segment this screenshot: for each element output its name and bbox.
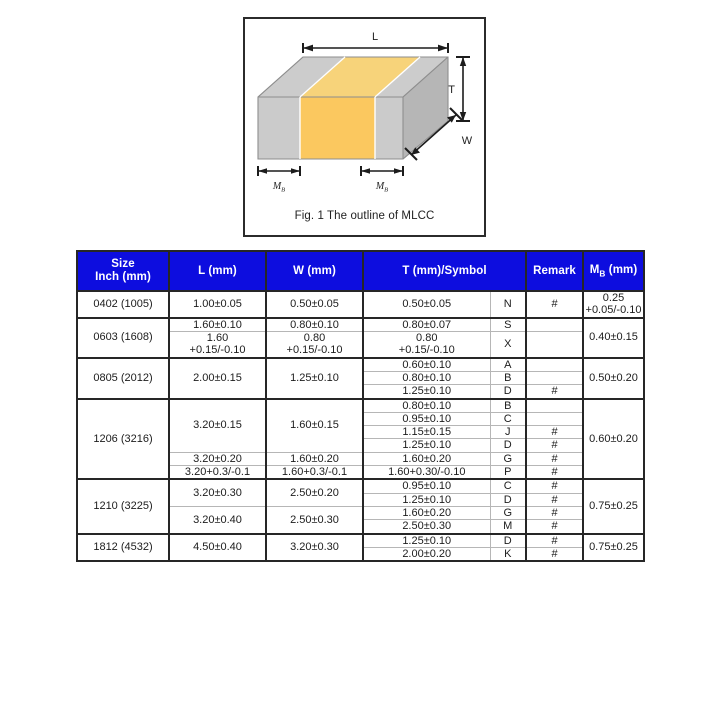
cell-thickness: 0.95±0.10 [363, 479, 490, 493]
cell-length: 4.50±0.40 [169, 534, 266, 562]
col-header-band [583, 251, 644, 291]
col-header-size-line2: Inch (mm) [95, 271, 151, 283]
cell-remark: # [526, 479, 583, 493]
cell-thickness: 1.25±0.10 [363, 385, 490, 399]
cell-thickness [363, 331, 490, 357]
cell-thickness: 1.25±0.10 [363, 493, 490, 506]
table-row [77, 399, 644, 413]
length-label: L [371, 31, 379, 43]
cell-width: 1.60+0.3/-0.1 [266, 466, 363, 480]
cell-thickness: 2.00±0.20 [363, 547, 490, 561]
cell-remark [526, 358, 583, 372]
front-face-right-termination [375, 97, 403, 159]
cell-symbol: G [490, 507, 526, 520]
cell-remark: # [526, 493, 583, 506]
front-face-left-termination [258, 97, 300, 159]
cell-thickness: 1.25±0.10 [363, 439, 490, 452]
cell-width: 1.60±0.20 [266, 452, 363, 465]
col-header-width: W (mm) [266, 251, 363, 291]
cell-thickness: 0.80±0.10 [363, 371, 490, 384]
cell-symbol: A [490, 358, 526, 372]
cell-symbol: C [490, 412, 526, 425]
cell-width: 2.50±0.30 [266, 507, 363, 534]
cell-symbol: D [490, 493, 526, 506]
cell-size: 1206 (3216) [77, 399, 169, 480]
cell-symbol: D [490, 385, 526, 399]
cell-symbol: X [490, 331, 526, 357]
cell-size: 1210 (3225) [77, 479, 169, 533]
col-header-band-sub: B [599, 269, 606, 279]
cell-thickness-line1: 0.80 [416, 331, 438, 344]
cell-remark: # [526, 439, 583, 452]
cell-length: 2.00±0.15 [169, 358, 266, 399]
cell-symbol: D [490, 439, 526, 452]
mlcc-outline-diagram [245, 19, 484, 204]
cell-width-line2: +0.15/-0.10 [286, 344, 343, 357]
cell-symbol: K [490, 547, 526, 561]
cell-thickness: 0.80±0.10 [363, 399, 490, 413]
cell-size: 0402 (1005) [77, 291, 169, 318]
table-row [77, 318, 644, 332]
cell-band: 0.75±0.25 [583, 479, 644, 533]
cell-remark: # [526, 291, 583, 318]
cell-band-line1: 0.25 [602, 292, 625, 304]
col-header-size-line1: Size [111, 258, 135, 271]
band-left-label: $M_B$ [272, 181, 286, 194]
cell-thickness: 0.50±0.05 [363, 291, 490, 318]
front-face-dielectric [300, 97, 375, 159]
cell-length: 3.20±0.30 [169, 479, 266, 506]
cell-band-line2: +0.05/-0.10 [585, 304, 642, 317]
cell-band: 0.50±0.20 [583, 358, 644, 399]
cell-symbol: N [490, 291, 526, 318]
cell-length [169, 331, 266, 357]
cell-thickness: 1.15±0.15 [363, 426, 490, 439]
mlcc-figure-panel [243, 17, 486, 237]
cell-thickness: 1.25±0.10 [363, 534, 490, 548]
col-header-size [77, 251, 169, 291]
cell-remark: # [526, 426, 583, 439]
cell-symbol: S [490, 318, 526, 332]
cell-length-line1: 1.60 [206, 331, 229, 344]
band-left-dimension-arrow [258, 166, 300, 176]
cell-width-line1: 0.80 [303, 331, 326, 344]
cell-thickness: 0.80±0.07 [363, 318, 490, 332]
cell-width: 3.20±0.30 [266, 534, 363, 562]
cell-symbol: B [490, 371, 526, 384]
cell-width: 1.25±0.10 [266, 358, 363, 399]
col-header-band-unit: (mm) [605, 263, 638, 276]
cell-thickness-line2: +0.15/-0.10 [398, 344, 455, 357]
table-row [77, 291, 644, 318]
table-row [77, 479, 644, 493]
col-header-remark: Remark [526, 251, 583, 291]
thickness-label: T [448, 84, 455, 96]
cell-length: 3.20±0.15 [169, 399, 266, 453]
table-header [77, 251, 644, 291]
table-row [77, 358, 644, 372]
cell-remark [526, 318, 583, 332]
cell-length: 1.00±0.05 [169, 291, 266, 318]
cell-length: 3.20+0.3/-0.1 [169, 466, 266, 480]
cell-remark: # [526, 385, 583, 399]
cell-length-line2: +0.15/-0.10 [189, 344, 246, 357]
cell-remark: # [526, 507, 583, 520]
cell-symbol: C [490, 479, 526, 493]
cell-symbol: M [490, 520, 526, 534]
cell-remark [526, 371, 583, 384]
cell-symbol: B [490, 399, 526, 413]
length-dimension-arrow [303, 43, 448, 53]
table-body [77, 291, 644, 561]
table-row [77, 534, 644, 548]
cell-thickness: 0.95±0.10 [363, 412, 490, 425]
cell-symbol: J [490, 426, 526, 439]
cell-thickness: 2.50±0.30 [363, 520, 490, 534]
cell-remark [526, 399, 583, 413]
band-right-dimension-arrow [361, 166, 403, 176]
cell-length: 3.20±0.40 [169, 507, 266, 534]
cell-remark: # [526, 452, 583, 465]
cell-thickness: 1.60+0.30/-0.10 [363, 466, 490, 480]
cell-size: 0603 (1608) [77, 318, 169, 358]
cell-length: 3.20±0.20 [169, 452, 266, 465]
cell-thickness: 1.60±0.20 [363, 507, 490, 520]
cell-symbol: D [490, 534, 526, 548]
cell-remark [526, 412, 583, 425]
band-right-label: $M_B$ [375, 181, 389, 194]
cell-band: 0.75±0.25 [583, 534, 644, 562]
cell-remark: # [526, 547, 583, 561]
cell-symbol: G [490, 452, 526, 465]
cell-width [266, 331, 363, 357]
cell-thickness: 1.60±0.20 [363, 452, 490, 465]
cell-remark: # [526, 534, 583, 548]
cell-remark: # [526, 466, 583, 480]
cell-band: 0.40±0.15 [583, 318, 644, 358]
col-header-length: L (mm) [169, 251, 266, 291]
cell-size: 0805 (2012) [77, 358, 169, 399]
cell-band [583, 291, 644, 318]
cell-symbol: P [490, 466, 526, 480]
cell-width: 1.60±0.15 [266, 399, 363, 453]
cell-width: 2.50±0.20 [266, 479, 363, 506]
mlcc-dimension-table [76, 250, 645, 562]
cell-remark [526, 331, 583, 357]
cell-thickness: 0.60±0.10 [363, 358, 490, 372]
width-label: W [461, 135, 473, 147]
cell-band: 0.60±0.20 [583, 399, 644, 480]
col-header-band-m: M [589, 263, 600, 276]
cell-remark: # [526, 520, 583, 534]
cell-width: 0.80±0.10 [266, 318, 363, 332]
header-row [77, 251, 644, 291]
cell-width: 0.50±0.05 [266, 291, 363, 318]
cell-size: 1812 (4532) [77, 534, 169, 562]
cell-length: 1.60±0.10 [169, 318, 266, 332]
col-header-thickness-symbol: T (mm)/Symbol [363, 251, 526, 291]
thickness-dimension-arrow [456, 57, 470, 121]
figure-caption: Fig. 1 The outline of MLCC [294, 210, 435, 222]
